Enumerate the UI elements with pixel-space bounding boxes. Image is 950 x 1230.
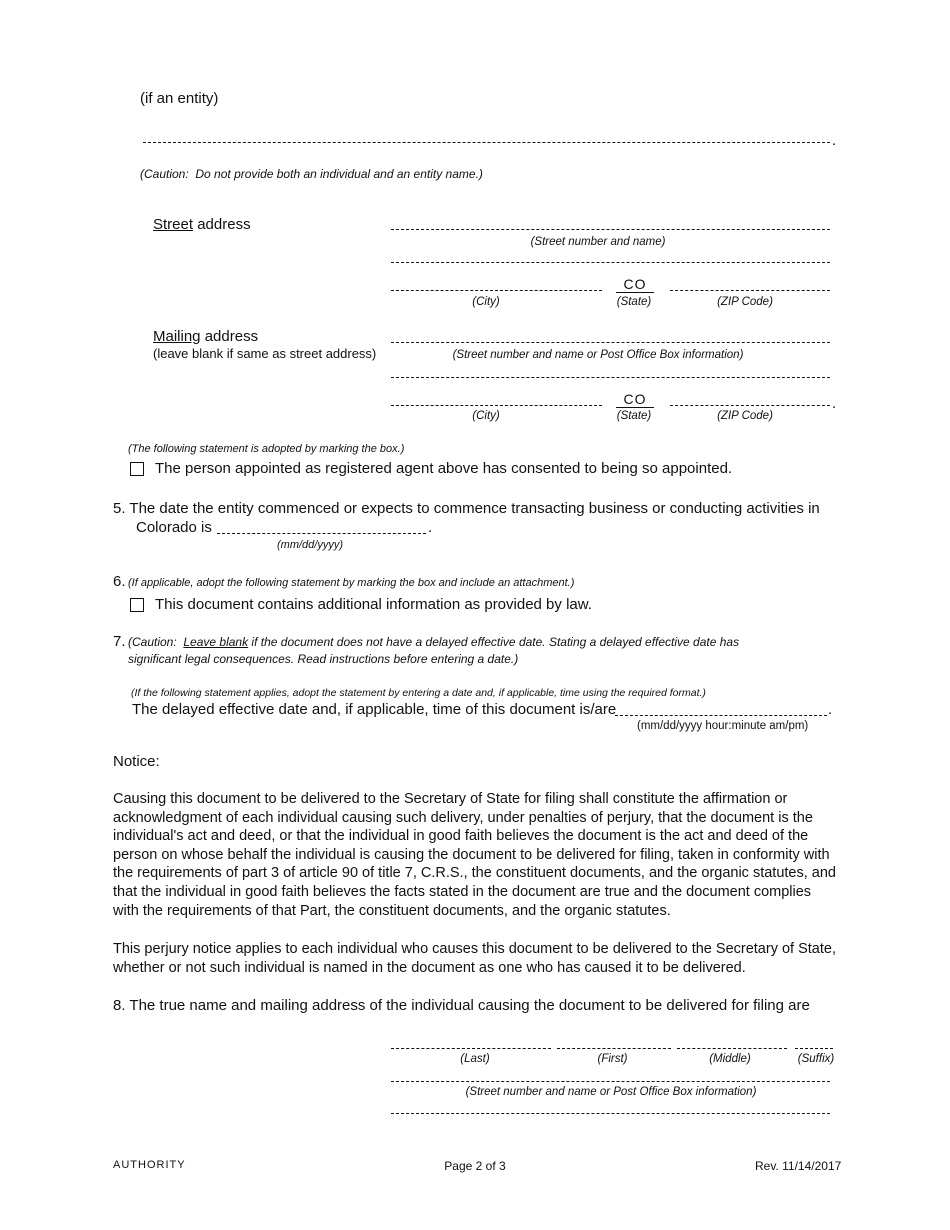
- item7-caution-line2: significant legal consequences. Read instructions before entering a date.): [128, 652, 519, 666]
- item8-first-field[interactable]: [557, 1048, 671, 1049]
- item7-date-field[interactable]: [615, 715, 827, 716]
- period-mark: .: [832, 395, 837, 412]
- mailing-zip-field[interactable]: [670, 405, 830, 406]
- item5-colorado-is: Colorado is: [136, 519, 212, 536]
- item6-statement: This document contains additional information as provided by law.: [155, 596, 592, 613]
- street-line1-caption: (Street number and name): [530, 236, 666, 248]
- mailing-zip-caption: (ZIP Code): [717, 410, 773, 422]
- street-city-field[interactable]: [391, 290, 602, 291]
- item8-first-caption: (First): [597, 1053, 628, 1065]
- period-mark: .: [832, 132, 837, 149]
- street-zip-caption: (ZIP Code): [717, 296, 773, 308]
- item8-last-caption: (Last): [460, 1053, 490, 1065]
- entity-caution: (Caution: Do not provide both an individual and an entity name.): [140, 167, 483, 181]
- footer-page-number: Page 2 of 3: [444, 1159, 506, 1173]
- entity-label: (if an entity): [140, 90, 219, 107]
- footer-revision: Rev. 11/14/2017: [755, 1159, 842, 1173]
- item6-checkbox[interactable]: [130, 598, 144, 612]
- street-address-label: Street address: [153, 216, 251, 233]
- consent-checkbox[interactable]: [130, 462, 144, 476]
- item5-date-field[interactable]: [217, 533, 426, 534]
- item7-instruction: (If the following statement applies, adopt the statement by entering a date and, if applicable, time using the required format.): [131, 687, 706, 699]
- item7-number: 7.: [113, 633, 126, 650]
- mailing-line1-field[interactable]: [391, 342, 830, 343]
- consent-instruction: (The following statement is adopted by marking the box.): [128, 443, 405, 455]
- item8-address-line2-field[interactable]: [391, 1113, 830, 1114]
- item7-date-caption: (mm/dd/yyyy hour:minute am/pm): [637, 720, 809, 732]
- notice-heading: Notice:: [113, 753, 160, 770]
- item6-instruction: (If applicable, adopt the following statement by marking the box and include an attachment.): [128, 577, 575, 589]
- item5-date-caption: (mm/dd/yyyy): [277, 539, 343, 551]
- period-mark: .: [828, 701, 833, 718]
- street-city-caption: (City): [472, 296, 500, 308]
- entity-name-field[interactable]: [143, 142, 830, 143]
- item8-middle-caption: (Middle): [709, 1053, 751, 1065]
- item8-suffix-field[interactable]: [795, 1048, 833, 1049]
- street-line1-field[interactable]: [391, 229, 830, 230]
- street-state-caption: (State): [616, 296, 652, 308]
- period-mark: .: [428, 519, 433, 536]
- street-state-value: CO: [623, 276, 647, 292]
- mailing-state-caption: (State): [616, 410, 652, 422]
- item5-statement: 5. The date the entity commenced or expects to commence transacting business or conducting activities in: [113, 500, 820, 517]
- item8-last-field[interactable]: [391, 1048, 551, 1049]
- mailing-line1-caption: (Street number and name or Post Office Box information): [452, 349, 744, 361]
- footer-authority: AUTHORITY: [113, 1159, 186, 1171]
- street-line2-field[interactable]: [391, 262, 830, 263]
- item8-middle-field[interactable]: [677, 1048, 787, 1049]
- item8-address-line1-field[interactable]: [391, 1081, 830, 1082]
- item7-caution: (Caution: Leave blank if the document does not have a delayed effective date. Stating a delayed effective date has: [128, 635, 740, 649]
- street-zip-field[interactable]: [670, 290, 830, 291]
- item8-statement: 8. The true name and mailing address of the individual causing the document to be delivered for filing are: [113, 997, 810, 1014]
- street-state-underline: [616, 292, 654, 293]
- mailing-address-note: (leave blank if same as street address): [153, 346, 377, 361]
- mailing-line2-field[interactable]: [391, 377, 830, 378]
- mailing-state-underline: [616, 407, 654, 408]
- notice-paragraph-2: This perjury notice applies to each individual who causes this document to be delivered to the Secretary of State, whether or not such individual is named in the document as one who has caused it to be delivered.: [113, 941, 836, 976]
- item6-number: 6.: [113, 573, 126, 590]
- notice-paragraph-1: Causing this document to be delivered to the Secretary of State for filing shall constitute the affirmation or acknowledgment of each individual causing such delivery, under penalties of perjury, that the document is the individual's act and deed, or that the individual in good faith believes the document is the act and deed of the person on whose behalf the individual is causing the document to be delivered for filing, taken in conformity with the requirements of part 3 of article 90 of title 7, C.R.S., the constituent documents, and the organic statutes, and that the individual in good faith believes the facts stated in the document are true and the document complies with the requirements of that Part, the constituent documents, and the organic statutes.: [113, 791, 836, 919]
- item8-suffix-caption: (Suffix): [797, 1053, 835, 1065]
- consent-statement: The person appointed as registered agent above has consented to being so appointed.: [155, 460, 733, 477]
- mailing-state-value: CO: [623, 391, 647, 407]
- item7-statement: The delayed effective date and, if applicable, time of this document is/are: [132, 701, 617, 718]
- mailing-address-label: Mailing address: [153, 328, 259, 345]
- mailing-city-field[interactable]: [391, 405, 602, 406]
- mailing-city-caption: (City): [472, 410, 500, 422]
- item8-address-caption: (Street number and name or Post Office Box information): [465, 1086, 757, 1098]
